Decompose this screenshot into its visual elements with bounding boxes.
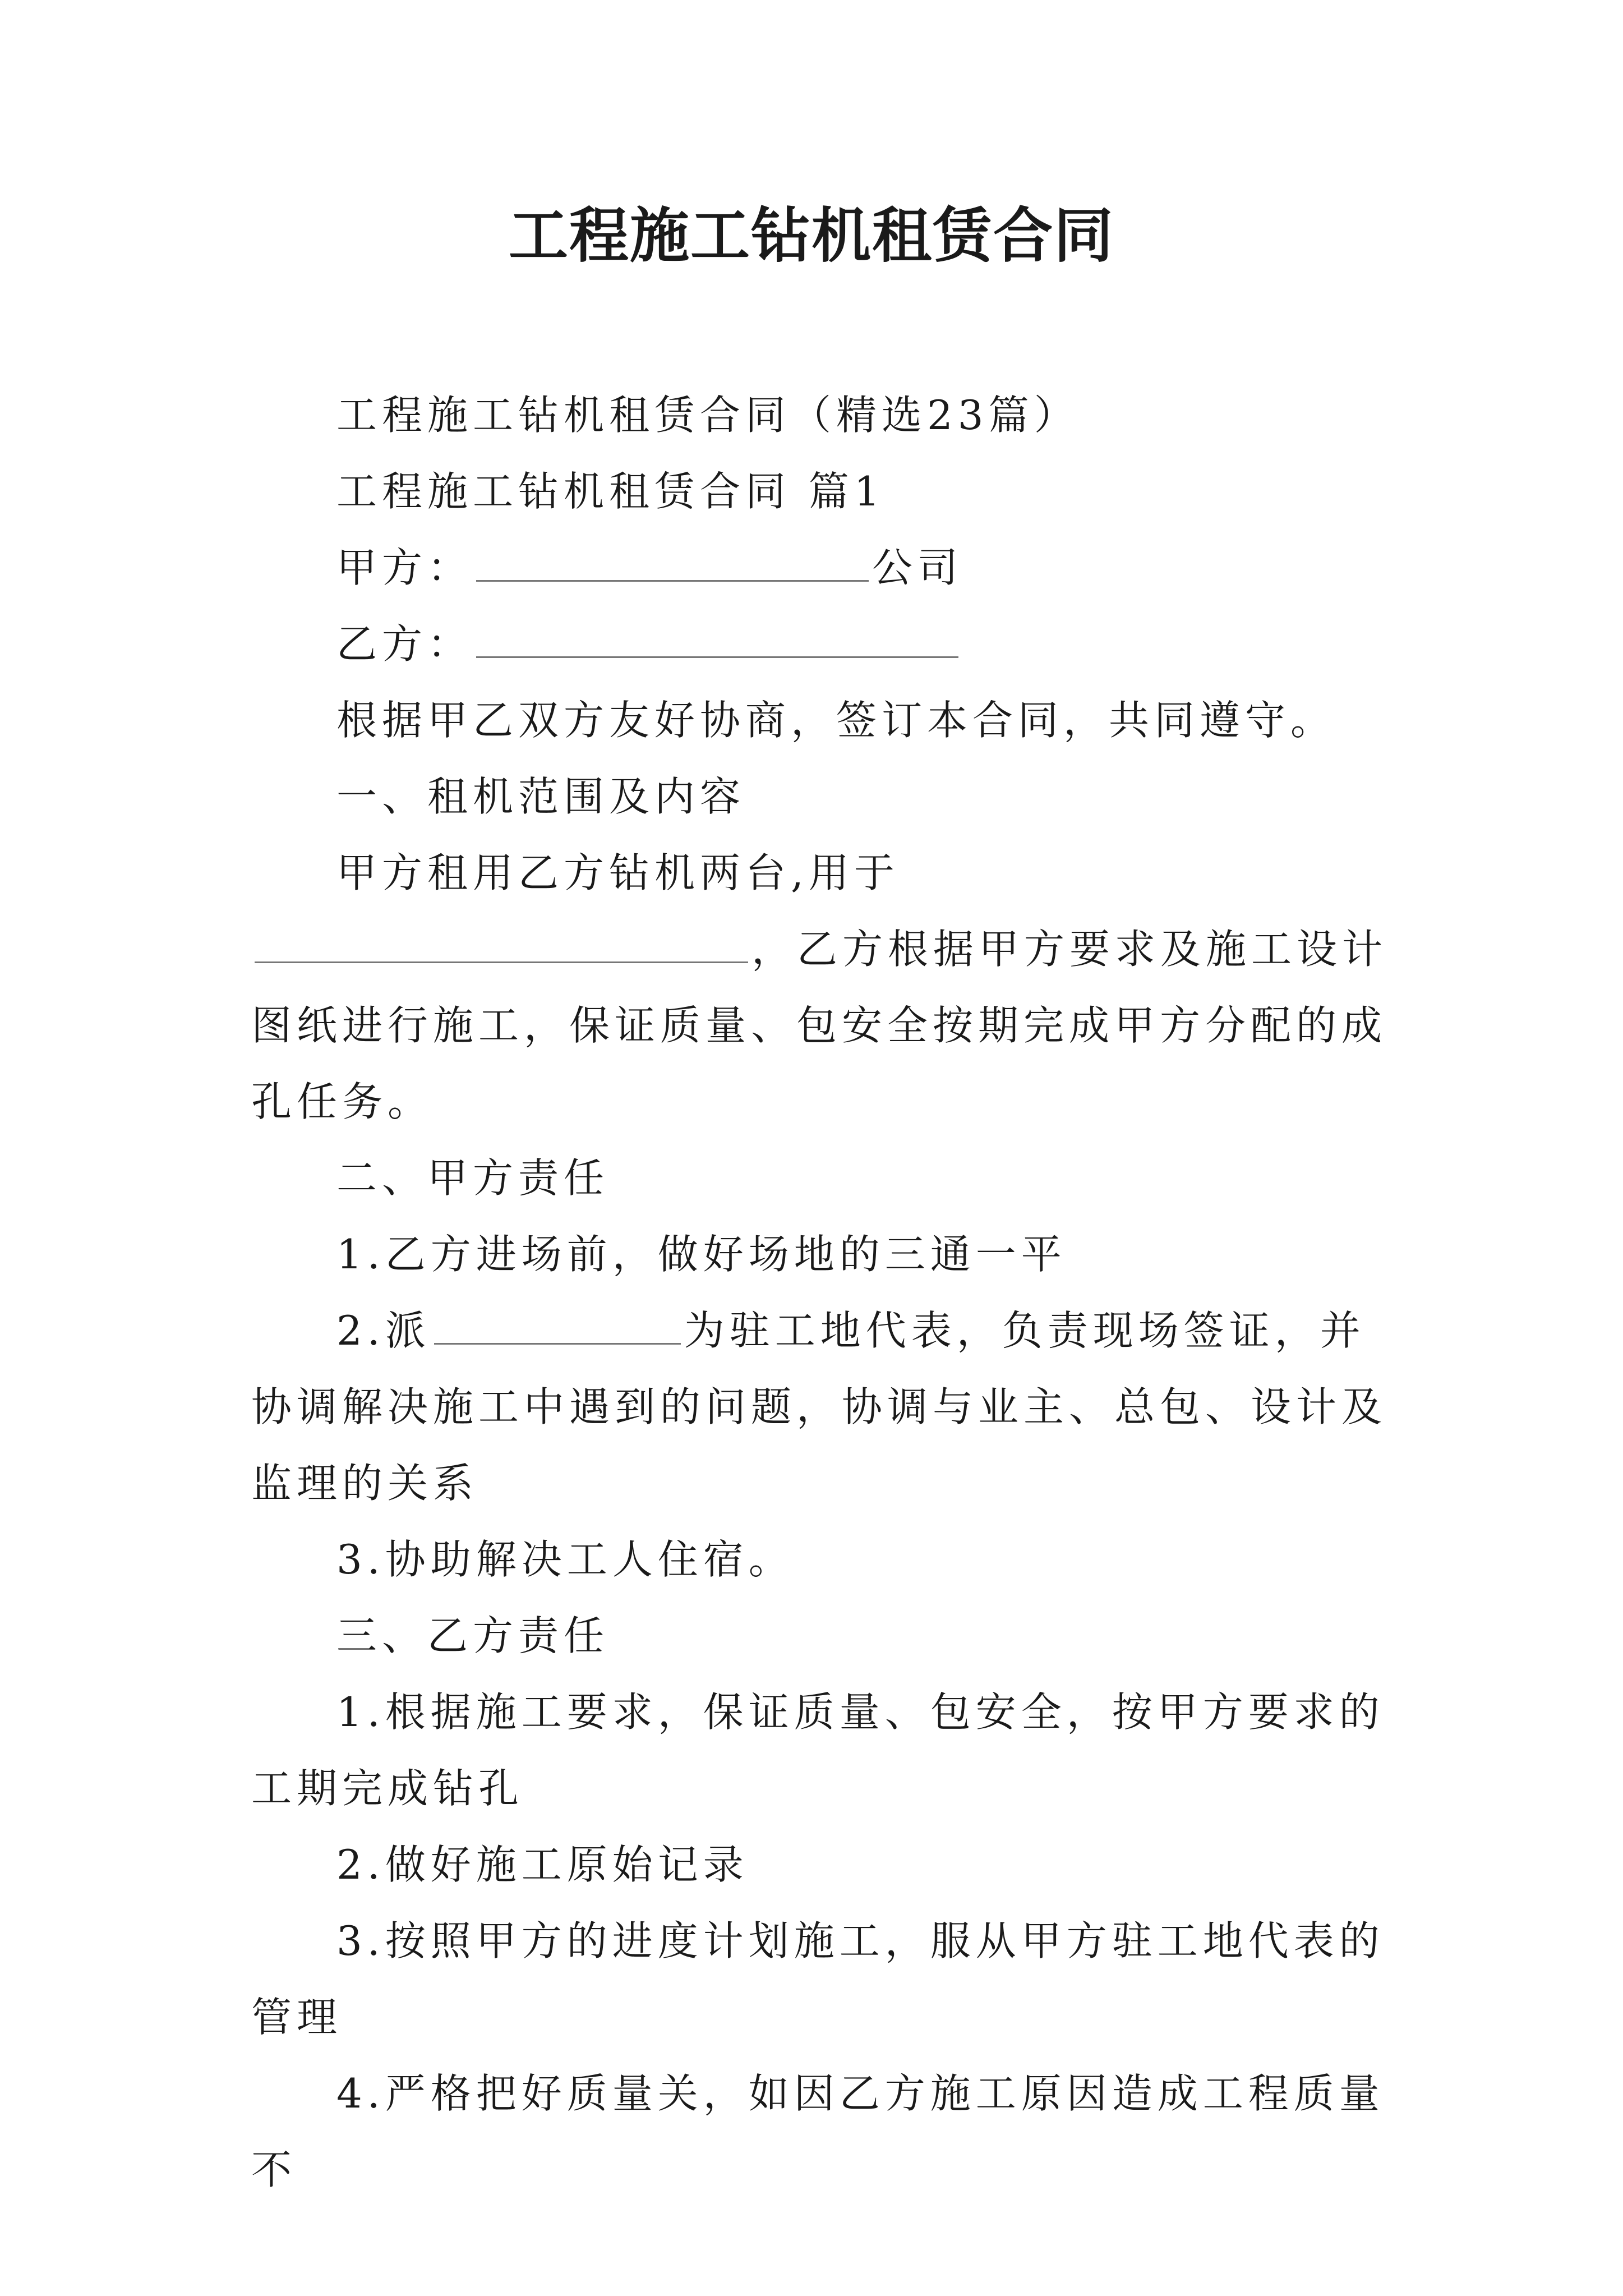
- clause3-item: 2.做好施工原始记录: [336, 1841, 749, 1888]
- clause3-item: 3.按照甲方的进度计划施工，服从甲方驻工地代表的管理: [251, 1917, 1385, 2041]
- clause3-heading: 三、乙方责任: [336, 1612, 610, 1659]
- clause1-paragraph: [251, 835, 1390, 1140]
- clause2-item: 1.乙方进场前，做好场地的三通一平: [336, 1231, 1067, 1278]
- document-title: 工程施工钻机租赁合同: [509, 200, 1114, 270]
- clause2-item: 3.协助解决工人住宿。: [336, 1536, 794, 1583]
- party-a-label: 甲方：: [336, 544, 473, 591]
- clause1-text-after: ，乙方根据甲方要求及施工设计图纸进行施工，保证质量、包安全按期完成甲方分配的成孔任务。: [251, 926, 1388, 1125]
- clause2-item: [251, 1292, 1390, 1521]
- section-heading: 工程施工钻机租赁合同 篇1: [336, 468, 885, 515]
- intro-paragraph: 根据甲乙双方友好协商，签订本合同，共同遵守。: [336, 697, 1336, 744]
- clause1-text-before: 甲方租用乙方钻机两台,用于: [336, 849, 900, 896]
- clause3-item: 1.根据施工要求，保证质量、包安全，按甲方要求的工期完成钻孔: [251, 1688, 1385, 1812]
- party-a-suffix: 公司: [872, 544, 963, 591]
- party-b-line: [251, 606, 1390, 682]
- usage-blank[interactable]: [255, 928, 748, 963]
- clause2-item2-before: 2.派: [336, 1307, 431, 1354]
- party-b-blank[interactable]: [476, 623, 958, 658]
- clause2-item2-after: 为驻工地代表，负责现场签证，并协调解决施工中遇到的问题，协调与业主、总包、设计及监理的关系: [251, 1307, 1387, 1507]
- representative-blank[interactable]: [434, 1309, 681, 1345]
- clause1-heading: 一、租机范围及内容: [336, 773, 746, 820]
- document-body: [251, 377, 1390, 2208]
- clause2-heading: 二、甲方责任: [336, 1154, 610, 1202]
- party-a-blank[interactable]: [476, 546, 869, 582]
- document-subtitle: 工程施工钻机租赁合同（精选23篇）: [336, 392, 1080, 439]
- clause3-item: 4.严格把好质量关，如因乙方施工原因造成工程质量不: [251, 2070, 1385, 2193]
- party-a-line: [251, 530, 1390, 606]
- party-b-label: 乙方：: [336, 620, 473, 668]
